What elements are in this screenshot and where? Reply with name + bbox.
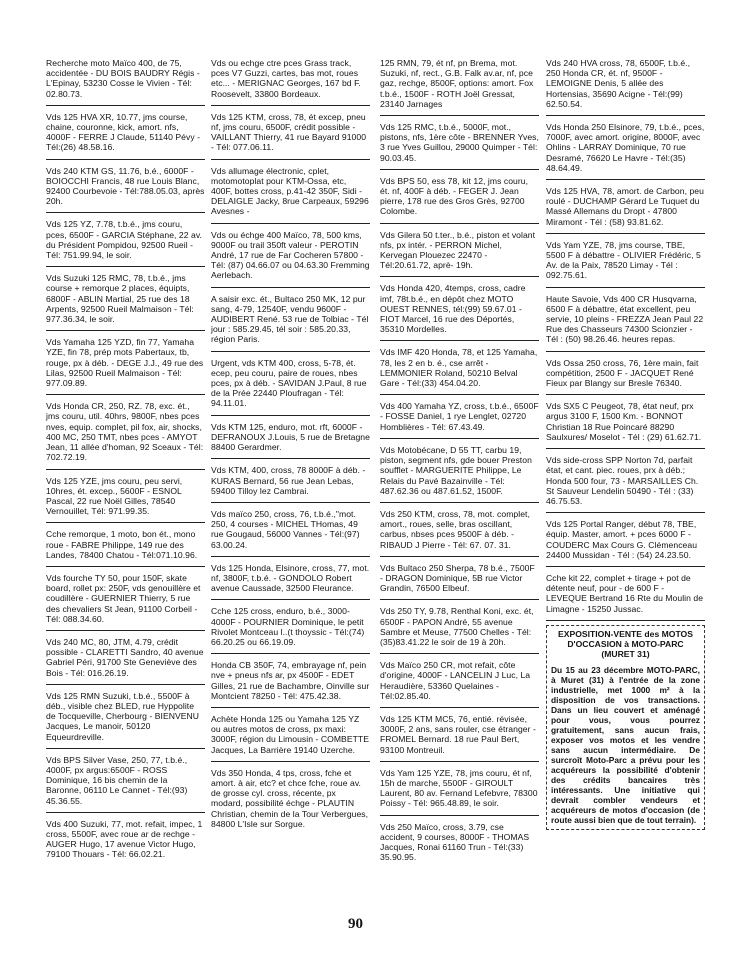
notice-body: Du 15 au 23 décembre MOTO-PARC, à Muret (31) à l'entrée de la zone industrielle, met 1000 m² à la disposition de vos transactions. Dans un lieu couvert et aménagé pour vous, vous pourrez gratuitement, sans aucun frais, exposer vos motos et les vendre sans aucun intermédiaire. De surcroît Moto-Parc a prévu pour les acquéreurs la possibilité d'obtenir des crédits bancaires très intéressants. Une initiative qui devrait combler vendeurs et acquéreurs de motos d'occasion (de route aussi bien que de tout terrain). — [551, 664, 700, 825]
classified-ad: Vds SX5 C Peugeot, 78, état neuf, prx argus 3100 F, 1500 Km. - BONNOT Christian 18 Rue Poincaré 88290 Saulxures/ Moselot - Tél : (29) 61.62.71. — [546, 399, 705, 449]
classified-ad: Cche kit 22, complet + tirage + pot de détente neuf, pour - de 600 F - LEVEQUE Bertrand 16 Rte du Moulin de Limagne - 15250 Jussac. — [546, 571, 705, 621]
classified-ad: Vds ou echge ctre pces Grass track, pces V7 Guzzi, cartes, bas mot, roues etc... - MERIGNAC Georges, 167 bd F. Roosevelt, 33800 Bordeaux. — [211, 56, 370, 106]
exhibition-notice — [546, 625, 705, 830]
classified-ad: Vds 125 HVA XR, 10.77, jms course, chaine, couronne, kick, amort. nfs, 4000F - FERRE J Claude, 51140 Pévy - Tél:(26) 48.58.16. — [46, 110, 205, 160]
classified-ad: Vds Suzuki 125 RMC, 78, t.b.é., jms course + remorque 2 places, équipts, 6800F - ABLIN Martial, 25 rue des 18 Arpents, 92500 Rueil Malmaison - Tél: 977.36.34, le soir. — [46, 271, 205, 331]
classified-ad: Vds Yam 125 YZE, 78, jms couru, ét nf, 15h de marche, 5500F - GIROULT Laurent, 80 av. Fernand Lefebvre, 78300 Poissy - Tél: 965.48.89, le soir. — [380, 766, 539, 816]
classified-ad: Vds 250 TY, 9.78, Renthal Koni, exc. ét, 6500F - PAPON André, 55 avenue Sambre et Meuse, 77500 Chelles - Tél:(35)83.41.22 le soir de 19 à 20h. — [380, 604, 539, 654]
classified-ad: Vds Yam YZE, 78, jms course, TBE, 5500 F à débattre - OLIVIER Frédéric, 5 Av. de la Paix, 78520 Limay - Tél : 092.75.61. — [546, 238, 705, 288]
page-number: 90 — [348, 916, 363, 932]
classified-ad: Vds BPS Silver Vase, 250, 77, t.b.é., 4000F, px argus:6500F - ROSS Dominique, 16 bis chemin de la Baronne, 06110 Le Cannet - Tél:(93) 45.36.55. — [46, 753, 205, 813]
classified-ad: Cche remorque, 1 moto, bon ét., mono roue - FABRE Philippe, 149 rue des Landes, 78400 Chatou - Tél:071.10.96. — [46, 527, 205, 567]
classified-ad: Vds 125 YZE, jms couru, peu servi, 10hres, ét. excep., 5600F - ESNOL Pascal, 22 rue Noël Gilles, 78540 Vernouillet, Tél: 971.99.35. — [46, 474, 205, 524]
classified-ad: Vds maïco 250, cross, 76, t.b.é.,"mot. 250, 4 courses - MICHEL THomas, 49 rue Gougaud, 56000 Vannes - Tél:(97) 63.00.24. — [211, 507, 370, 557]
classified-ad: Vds 250 KTM, cross, 78, mot. complet, amort., roues, selle, bras oscillant, carbus, nbses pces 9500F à déb. - RIBAUD J Pierre - Tél: 67. 07. 31. — [380, 507, 539, 557]
classified-ad: Haute Savoie, Vds 400 CR Husqvarna, 6500 F à débattre, état excellent, peu servie, 10 pleins - FREZZA Jean Paul 22 Rue des Chasseurs 74300 Scionzier - Tél : (50) 98.26.46. heures repas. — [546, 292, 705, 352]
notice-title: EXPOSITION-VENTE des MOTOS D'OCCASION à MOTO-PARC (MURET 31) — [558, 628, 693, 659]
classified-ad: Vds side-cross SPP Norton 7d, parfait état, et cant. piec. roues, prx à déb.; Honda 500 four, 73 - MARSAILLES Ch. St Sauveur Lendelin 50490 - Tél : (33) 46.75.53. — [546, 453, 705, 513]
classified-ad: Vds Ossa 250 cross, 76, 1ère main, fait compétition, 2500 F - JACQUET René Fieux par Blangy sur Bresle 76340. — [546, 356, 705, 396]
column-3 — [380, 56, 539, 872]
classified-ad: Vds KTM 125, enduro, mot. rft, 6000F - DEFRANOUX J.Louis, 5 rue de Bretagne 88400 Gerardmer. — [211, 420, 370, 460]
classified-ad: Vds Maïco 250 CR, mot refait, côte d'origine, 4000F - LANCELIN J Luc, La Heraudière, 53360 Quelaines - Tél:02.85.40. — [380, 658, 539, 708]
column-2 — [211, 56, 370, 839]
classified-ad: Vds 125 Honda, Elsinore, cross, 77, mot. nf, 3800F, t.b.é. - GONDOLO Robert avenue Caussade, 32500 Fleurance. — [211, 561, 370, 601]
classified-ad: Vds 125 HVA, 78, amort. de Carbon, peu roulé - DUCHAMP Gérard Le Tuquet du Massé Allemans du Dropt - 47800 Miramont - Tél : (58) 93.81.62. — [546, 184, 705, 234]
classified-ad: Recherche moto Maïco 400, de 75, accidentée - DU BOIS BAUDRY Régis - L'Epinay, 53230 Cosse le Vivien - Tél: 02.80.73. — [46, 56, 205, 106]
classified-ad: Honda CB 350F, 74, embrayage nf, pein nve + pneus nfs ar, px 4500F - EDET Gilles, 21 rue de Bachambre, Oinville sur Montcient 78250 - Tél: 475.42.38. — [211, 658, 370, 708]
classified-ad: Vds IMF 420 Honda, 78, et 125 Yamaha, 78, les 2 en b. é., cse arrêt - LEMMONIER Roland, 50210 Belval Gare - Tél:(33) 454.04.20. — [380, 345, 539, 395]
classified-ad: Vds BPS 50, ess 78, kit 12, jms couru, ét. nf, 400F à déb. - FEGER J. Jean pierre, 178 rue des Gros Grès, 92700 Colombe. — [380, 174, 539, 224]
classified-ad: Vds Honda 420, 4temps, cross, cadre imf, 78t.b.é., en dépôt chez MOTO OUEST RENNES, tél:(99) 59.67.01 - FIOT Marcel, 16 rue des Déportés, 35310 Mordelles. — [380, 281, 539, 341]
classifieds-page — [46, 56, 718, 906]
column-1 — [46, 56, 205, 870]
classified-ad: Vds 125 KTM MC5, 76, entié. révisée, 3000F, 2 ans, sans rouler, cse étranger - FROMEL Bernard. 18 rue Paul Bert, 93100 Montreuil. — [380, 712, 539, 762]
column-4 — [546, 56, 705, 830]
classified-ad: Urgent, vds KTM 400, cross, 5-78, ét. ecep, peu couru, paire de roues, nbes pces, px à déb. - SAVIDAN J.Paul, 8 rue de la Prée 22440 Ploufragan - Tél: 94.11.01. — [211, 356, 370, 416]
classified-ad: 125 RMN, 79, ét nf, pn Brema, mot. Suzuki, nf, rect., G.B. Falk av.ar, nf, pce gaz, rechge, 8500F, options: amort. Fox t.b.é., 1500F - ROTH Joël Gressat, 23140 Jarnages — [380, 56, 539, 116]
classified-ad: Vds fourche TY 50, pour 150F, skate board, rollet px: 250F, vds genouillère et coudillère - GUERNIER Thierry, 5 rue des chevaliers St Jean, 91100 Corbeil - Tél: 088.34.60. — [46, 571, 205, 631]
classified-ad: Vds 240 KTM GS, 11.76, b.é., 6000F - BOIOCCHI Francis, 48 rue Louis Blanc, 92400 Courbevoie - Tél:788.05.03, après 20h. — [46, 164, 205, 214]
classified-ad: Vds Motobécane, D 55 TT, carbu 19, piston, segment nfs, gde bouer Preston soufflet - MARGUERITE Philippe, Le Relais du Pavé Bazainville - Tél: 487.62.36 ou 487.61.52, 1500F. — [380, 443, 539, 503]
classified-ad: Vds ou échge 400 Maïco, 78, 500 kms, 9000F ou trail 350ft valeur - PEROTIN André, 17 rue de Far Cocheren 57800 - Tél: (87) 04.66.07 ou 04.63.30 Fremming Aerlebach. — [211, 228, 370, 288]
classified-ad: A saisir exc. ét., Bultaco 250 MK, 12 pur sang, 4-79, 12540F, vendu 9600F - AUDIBERT René. 53 rue de Tolbiac - Tél jour : 585.29.45, tél soir : 585.20.33, région Paris. — [211, 292, 370, 352]
classified-ad: Vds 125 RMC, t.b.é., 5000F, mot., pistons, nfs, 1ère côte - BRENNER Yves, 3 rue Yves Guillou, 29000 Quimper - Tél: 90.03.45. — [380, 120, 539, 170]
classified-ad: Vds 250 Maïco, cross, 3.79, cse accident, 9 courses, 8000F - THOMAS Jacques, Ronai 61160 Trun - Tél:(33) 35.90.95. — [380, 821, 530, 863]
classified-ad: Vds 240 MC, 80, JTM, 4.79, crédit possible - CLARETTI Sandro, 40 avenue Gabriel Péri, 91700 Ste Geneviève des Bois - Tél: 016.26.19. — [46, 635, 205, 685]
classified-ad: Vds 125 RMN Suzuki, t.b.é., 5500F à déb., visible chez BLED, rue Hyppolite de Tocqueville, Cherbourg - BIENVENU Jacques, Le manoir, 50120 Equeurdreville. — [46, 689, 205, 749]
classified-ad: Vds 400 Suzuki, 77, mot. refait, impec, 1 cross, 5500F, avec roue ar de rechge - AUGER Hugo, 17 avenue Victor Hugo, 79100 Thouars - Tél: 66.02.21. — [46, 818, 203, 860]
classified-ad: Vds 240 HVA cross, 78, 6500F, t.b.é., 250 Honda CR, ét. nf, 9500F - LEMOIGNE Denis, 5 allée des Hortensias, 35690 Acigne - Tél:(99) 62.50.54. — [546, 56, 705, 116]
classified-ad: Cche 125 cross, enduro, b.é., 3000-4000F - POURNIER Dominique, le petit Rivolet Montceau l..(t thoyssic - Tél:(74) 66.20.25 ou 66.19.09. — [211, 604, 370, 654]
classified-ad: Vds 350 Honda, 4 tps, cross, fche et amort. à air, etc? et chce fche, roue av. de grosse cyl. cross, récente, px modard, possibilité échge - PLAUTIN Christian, chemin de la Tour Verbergues, 84800 L'Isle sur Sorgue. — [211, 767, 369, 829]
classified-ad: Vds Honda CR, 250, RZ. 78, exc. ét., jms couru, util. 40hrs, 9800F, nbes pces nves, equip. complet, pil fox, air, shocks, 400 MC, 250 TMT, nbes pces - AMYOT Jean, 11 allée d'homan, 92 Sceaux - Tél: 702.72.19. — [46, 399, 205, 469]
classified-ad: Vds 125 KTM, cross, 78, ét excep, pneu nf, jms couru, 6500F, crédit possible - VAILLANT Thierry, 41 rue Bayard 91000 - Tél: 077.06.11. — [211, 110, 370, 160]
classified-ad: Vds allumage électronic, cplet, motomotoplat pour KTM-Ossa, etc, 400F, bottes cross, p.41-42 350F, Sidi - DELAIGLE Jacky, 8rue Carpeaux, 59296 Avesnes - — [211, 164, 370, 224]
classified-ad: Vds 125 Portal Ranger, début 78, TBE, équip. Master, amort. + pces 6000 F - COUDERC Max Cours G. Clémenceau 24400 Mussidan - Tél : (54) 24.23.50. — [546, 517, 705, 567]
classified-ad: Vds KTM, 400, cross, 78 8000F à déb. - KURAS Bernard, 56 rue Jean Lebas, 59400 Tilloy lez Cambrai. — [211, 463, 370, 503]
classified-ad: Vds Bultaco 250 Sherpa, 78 b.é., 7500F - DRAGON Dominique, 5B rue Victor Grandin, 76500 Elbeuf. — [380, 561, 539, 601]
classified-ad: Vds Yamaha 125 YZD, fin 77, Yamaha YZE, fin 78, prép mots Pabertaux, tb, rouge, px à déb. - DEGE J.J., 49 rue des Lilas, 92500 Rueil Malmaison - Tél: 977.09.89. — [46, 335, 205, 395]
classified-ad: Achète Honda 125 ou Yamaha 125 YZ ou autres motos de cross, px maxi: 3000F, région du Limousin - COMBETTE Jacques, La Barrière 19140 Uzerche. — [211, 712, 370, 762]
classified-ad: Vds 400 Yamaha YZ, cross, t.b.é., 6500F - FOSSE Daniel, 1 rye Lenglet, 02720 Homblières - Tél: 67.43.49. — [380, 399, 539, 439]
classified-ad: Vds 125 YZ, 7.78, t.b.é., jms couru, pces, 6500F - GARCIA Stéphane, 22 av. du Président Pompidou, 92500 Rueil - Tél: 751.99.94, le soir. — [46, 217, 205, 267]
classified-ad: Vds Gilera 50 t.ter., b.é., piston et volant nfs, px intér. - PERRON Michel, Kervegan Plouezec 22470 - Tél:20.61.72, aprè- 19h. — [380, 228, 539, 278]
classified-ad: Vds Honda 250 Elsinore, 79, t.b.é., pces, 7000F, avec amort. origine, 8000F, avec Ohlins - LARRAY Dominique, 70 rue Desramé, 76620 Le Havre - Tél:(35) 48.64.49. — [546, 120, 705, 180]
